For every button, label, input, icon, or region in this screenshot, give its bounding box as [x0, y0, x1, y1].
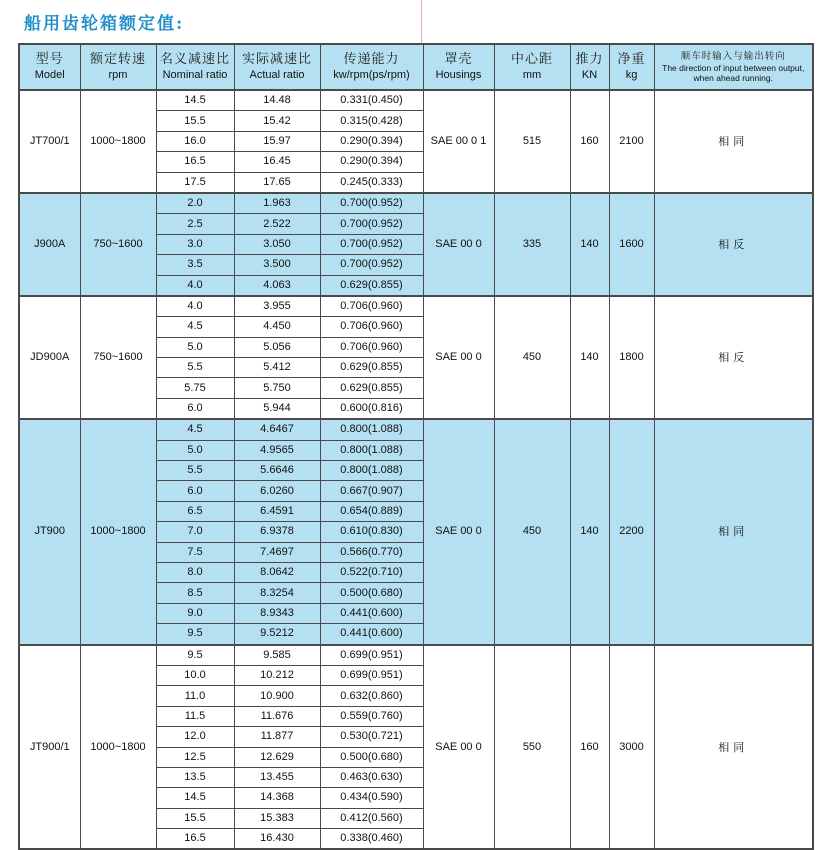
header-housings-en: Housings — [435, 68, 482, 81]
nominal-ratio-cell: 15.5 — [156, 808, 234, 828]
header-thrust-en: KN — [581, 68, 598, 81]
header-net-weight — [609, 44, 654, 90]
capacity-cell: 0.412(0.560) — [320, 808, 423, 828]
header-housings-zh: 罩壳 — [444, 52, 473, 68]
capacity-cell: 0.654(0.889) — [320, 501, 423, 521]
header-housings — [423, 44, 494, 90]
capacity-cell: 0.441(0.600) — [320, 624, 423, 645]
header-net-weight-zh: 净重 — [617, 52, 646, 68]
nominal-ratio-cell: 17.5 — [156, 172, 234, 193]
center-distance-cell: 450 — [494, 296, 570, 419]
header-direction-zh: 顺车时输入与输出转向 — [680, 50, 786, 62]
capacity-cell: 0.700(0.952) — [320, 193, 423, 214]
center-distance-cell: 550 — [494, 645, 570, 850]
actual-ratio-cell: 3.500 — [234, 255, 320, 275]
header-rated-speed-en: rpm — [108, 68, 128, 81]
header-capacity — [320, 44, 423, 90]
capacity-cell: 0.629(0.855) — [320, 358, 423, 378]
housing-cell: SAE 00 0 — [423, 193, 494, 296]
net-weight-cell: 3000 — [609, 645, 654, 850]
thrust-cell: 140 — [570, 193, 609, 296]
rated-speed-cell: 1000~1800 — [80, 90, 156, 193]
capacity-cell: 0.500(0.680) — [320, 747, 423, 767]
nominal-ratio-cell: 8.5 — [156, 583, 234, 603]
model-cell: J900A — [19, 193, 80, 296]
capacity-cell: 0.600(0.816) — [320, 398, 423, 419]
direction-cell: 相同 — [654, 90, 813, 193]
capacity-cell: 0.699(0.951) — [320, 645, 423, 666]
header-thrust — [570, 44, 609, 90]
header-center-distance-zh: 中心距 — [510, 52, 553, 68]
header-capacity-en: kw/rpm(ps/rpm) — [333, 68, 410, 81]
header-nominal-ratio-zh: 名义减速比 — [159, 52, 230, 68]
header-model-zh: 型号 — [35, 52, 64, 68]
capacity-cell: 0.331(0.450) — [320, 90, 423, 111]
net-weight-cell: 2100 — [609, 90, 654, 193]
actual-ratio-cell: 5.944 — [234, 398, 320, 419]
capacity-cell: 0.706(0.960) — [320, 337, 423, 357]
actual-ratio-cell: 11.676 — [234, 706, 320, 726]
nominal-ratio-cell: 14.5 — [156, 788, 234, 808]
actual-ratio-cell: 3.955 — [234, 296, 320, 317]
actual-ratio-cell: 5.412 — [234, 358, 320, 378]
actual-ratio-cell: 4.9565 — [234, 440, 320, 460]
actual-ratio-cell: 15.97 — [234, 131, 320, 151]
direction-cell: 相反 — [654, 296, 813, 419]
actual-ratio-cell: 6.9378 — [234, 522, 320, 542]
header-nominal-ratio — [156, 44, 234, 90]
direction-cell: 相反 — [654, 193, 813, 296]
actual-ratio-cell: 6.0260 — [234, 481, 320, 501]
nominal-ratio-cell: 14.5 — [156, 90, 234, 111]
nominal-ratio-cell: 11.5 — [156, 706, 234, 726]
model-cell: JT900/1 — [19, 645, 80, 850]
center-distance-cell: 450 — [494, 419, 570, 644]
capacity-cell: 0.706(0.960) — [320, 296, 423, 317]
header-direction-en: The direction of input between output, when ahead running. — [662, 63, 805, 84]
actual-ratio-cell: 2.522 — [234, 214, 320, 234]
actual-ratio-cell: 6.4591 — [234, 501, 320, 521]
housing-cell: SAE 00 0 — [423, 296, 494, 419]
center-distance-cell: 515 — [494, 90, 570, 193]
header-direction — [654, 44, 813, 90]
capacity-cell: 0.800(1.088) — [320, 440, 423, 460]
actual-ratio-cell: 16.430 — [234, 829, 320, 850]
capacity-cell: 0.290(0.394) — [320, 131, 423, 151]
thrust-cell: 140 — [570, 296, 609, 419]
nominal-ratio-cell: 5.5 — [156, 461, 234, 481]
actual-ratio-cell: 17.65 — [234, 172, 320, 193]
nominal-ratio-cell: 13.5 — [156, 767, 234, 787]
capacity-cell: 0.245(0.333) — [320, 172, 423, 193]
nominal-ratio-cell: 16.5 — [156, 829, 234, 850]
rated-speed-cell: 1000~1800 — [80, 419, 156, 644]
capacity-cell: 0.700(0.952) — [320, 214, 423, 234]
actual-ratio-cell: 8.0642 — [234, 562, 320, 582]
header-center-distance-en: mm — [522, 68, 542, 81]
actual-ratio-cell: 4.450 — [234, 317, 320, 337]
capacity-cell: 0.338(0.460) — [320, 829, 423, 850]
actual-ratio-cell: 10.212 — [234, 665, 320, 685]
capacity-cell: 0.800(1.088) — [320, 419, 423, 440]
actual-ratio-cell: 4.6467 — [234, 419, 320, 440]
nominal-ratio-cell: 4.0 — [156, 275, 234, 296]
actual-ratio-cell: 14.368 — [234, 788, 320, 808]
actual-ratio-cell: 16.45 — [234, 152, 320, 172]
header-model — [19, 44, 80, 90]
nominal-ratio-cell: 7.5 — [156, 542, 234, 562]
capacity-cell: 0.434(0.590) — [320, 788, 423, 808]
actual-ratio-cell: 7.4697 — [234, 542, 320, 562]
housing-cell: SAE 00 0 — [423, 645, 494, 850]
actual-ratio-cell: 9.5212 — [234, 624, 320, 645]
nominal-ratio-cell: 12.5 — [156, 747, 234, 767]
nominal-ratio-cell: 6.5 — [156, 501, 234, 521]
net-weight-cell: 1600 — [609, 193, 654, 296]
capacity-cell: 0.706(0.960) — [320, 317, 423, 337]
header-center-distance — [494, 44, 570, 90]
direction-cell: 相同 — [654, 419, 813, 644]
thrust-cell: 160 — [570, 645, 609, 850]
header-actual-ratio-en: Actual ratio — [249, 68, 305, 81]
capacity-cell: 0.700(0.952) — [320, 255, 423, 275]
table-row — [19, 296, 813, 317]
actual-ratio-cell: 11.877 — [234, 727, 320, 747]
capacity-cell: 0.315(0.428) — [320, 111, 423, 131]
header-rated-speed — [80, 44, 156, 90]
capacity-cell: 0.699(0.951) — [320, 665, 423, 685]
capacity-cell: 0.700(0.952) — [320, 234, 423, 254]
actual-ratio-cell: 8.3254 — [234, 583, 320, 603]
table-header-row — [19, 44, 813, 90]
capacity-cell: 0.610(0.830) — [320, 522, 423, 542]
model-cell: JT900 — [19, 419, 80, 644]
net-weight-cell: 2200 — [609, 419, 654, 644]
nominal-ratio-cell: 4.5 — [156, 317, 234, 337]
header-capacity-zh: 传递能力 — [343, 52, 400, 68]
nominal-ratio-cell: 5.0 — [156, 337, 234, 357]
nominal-ratio-cell: 6.0 — [156, 398, 234, 419]
table-row — [19, 193, 813, 214]
nominal-ratio-cell: 16.5 — [156, 152, 234, 172]
nominal-ratio-cell: 9.5 — [156, 645, 234, 666]
actual-ratio-cell: 1.963 — [234, 193, 320, 214]
nominal-ratio-cell: 5.5 — [156, 358, 234, 378]
nominal-ratio-cell: 3.5 — [156, 255, 234, 275]
nominal-ratio-cell: 4.5 — [156, 419, 234, 440]
rated-speed-cell: 1000~1800 — [80, 645, 156, 850]
ratings-table-body — [19, 90, 813, 849]
actual-ratio-cell: 3.050 — [234, 234, 320, 254]
pink-rule-divider — [421, 0, 422, 43]
nominal-ratio-cell: 3.0 — [156, 234, 234, 254]
actual-ratio-cell: 4.063 — [234, 275, 320, 296]
header-nominal-ratio-en: Nominal ratio — [162, 68, 228, 81]
header-rated-speed-zh: 额定转速 — [89, 52, 146, 68]
capacity-cell: 0.629(0.855) — [320, 378, 423, 398]
capacity-cell: 0.290(0.394) — [320, 152, 423, 172]
capacity-cell: 0.522(0.710) — [320, 562, 423, 582]
page-title: 船用齿轮箱额定值: — [24, 14, 185, 34]
nominal-ratio-cell: 8.0 — [156, 562, 234, 582]
nominal-ratio-cell: 10.0 — [156, 665, 234, 685]
header-thrust-zh: 推力 — [575, 52, 604, 68]
actual-ratio-cell: 8.9343 — [234, 603, 320, 623]
model-cell: JT700/1 — [19, 90, 80, 193]
header-actual-ratio — [234, 44, 320, 90]
nominal-ratio-cell: 16.0 — [156, 131, 234, 151]
housing-cell: SAE 00 0 — [423, 419, 494, 644]
actual-ratio-cell: 14.48 — [234, 90, 320, 111]
capacity-cell: 0.667(0.907) — [320, 481, 423, 501]
capacity-cell: 0.632(0.860) — [320, 686, 423, 706]
capacity-cell: 0.500(0.680) — [320, 583, 423, 603]
capacity-cell: 0.566(0.770) — [320, 542, 423, 562]
actual-ratio-cell: 9.585 — [234, 645, 320, 666]
actual-ratio-cell: 12.629 — [234, 747, 320, 767]
nominal-ratio-cell: 2.5 — [156, 214, 234, 234]
thrust-cell: 160 — [570, 90, 609, 193]
nominal-ratio-cell: 5.0 — [156, 440, 234, 460]
capacity-cell: 0.559(0.760) — [320, 706, 423, 726]
actual-ratio-cell: 5.056 — [234, 337, 320, 357]
housing-cell: SAE 00 0 1 — [423, 90, 494, 193]
nominal-ratio-cell: 12.0 — [156, 727, 234, 747]
nominal-ratio-cell: 2.0 — [156, 193, 234, 214]
direction-cell: 相同 — [654, 645, 813, 850]
rated-speed-cell: 750~1600 — [80, 296, 156, 419]
actual-ratio-cell: 10.900 — [234, 686, 320, 706]
table-row — [19, 419, 813, 440]
capacity-cell: 0.629(0.855) — [320, 275, 423, 296]
nominal-ratio-cell: 11.0 — [156, 686, 234, 706]
table-row — [19, 90, 813, 111]
header-model-en: Model — [34, 68, 65, 81]
net-weight-cell: 1800 — [609, 296, 654, 419]
actual-ratio-cell: 13.455 — [234, 767, 320, 787]
actual-ratio-cell: 5.750 — [234, 378, 320, 398]
nominal-ratio-cell: 9.5 — [156, 624, 234, 645]
header-actual-ratio-zh: 实际减速比 — [241, 52, 312, 68]
header-net-weight-en: kg — [625, 68, 638, 81]
actual-ratio-cell: 15.42 — [234, 111, 320, 131]
nominal-ratio-cell: 4.0 — [156, 296, 234, 317]
center-distance-cell: 335 — [494, 193, 570, 296]
actual-ratio-cell: 15.383 — [234, 808, 320, 828]
nominal-ratio-cell: 6.0 — [156, 481, 234, 501]
rated-speed-cell: 750~1600 — [80, 193, 156, 296]
actual-ratio-cell: 5.6646 — [234, 461, 320, 481]
capacity-cell: 0.530(0.721) — [320, 727, 423, 747]
capacity-cell: 0.441(0.600) — [320, 603, 423, 623]
capacity-cell: 0.800(1.088) — [320, 461, 423, 481]
model-cell: JD900A — [19, 296, 80, 419]
capacity-cell: 0.463(0.630) — [320, 767, 423, 787]
gearbox-ratings-table — [18, 43, 814, 850]
nominal-ratio-cell: 15.5 — [156, 111, 234, 131]
table-row — [19, 645, 813, 666]
nominal-ratio-cell: 9.0 — [156, 603, 234, 623]
nominal-ratio-cell: 7.0 — [156, 522, 234, 542]
thrust-cell: 140 — [570, 419, 609, 644]
nominal-ratio-cell: 5.75 — [156, 378, 234, 398]
